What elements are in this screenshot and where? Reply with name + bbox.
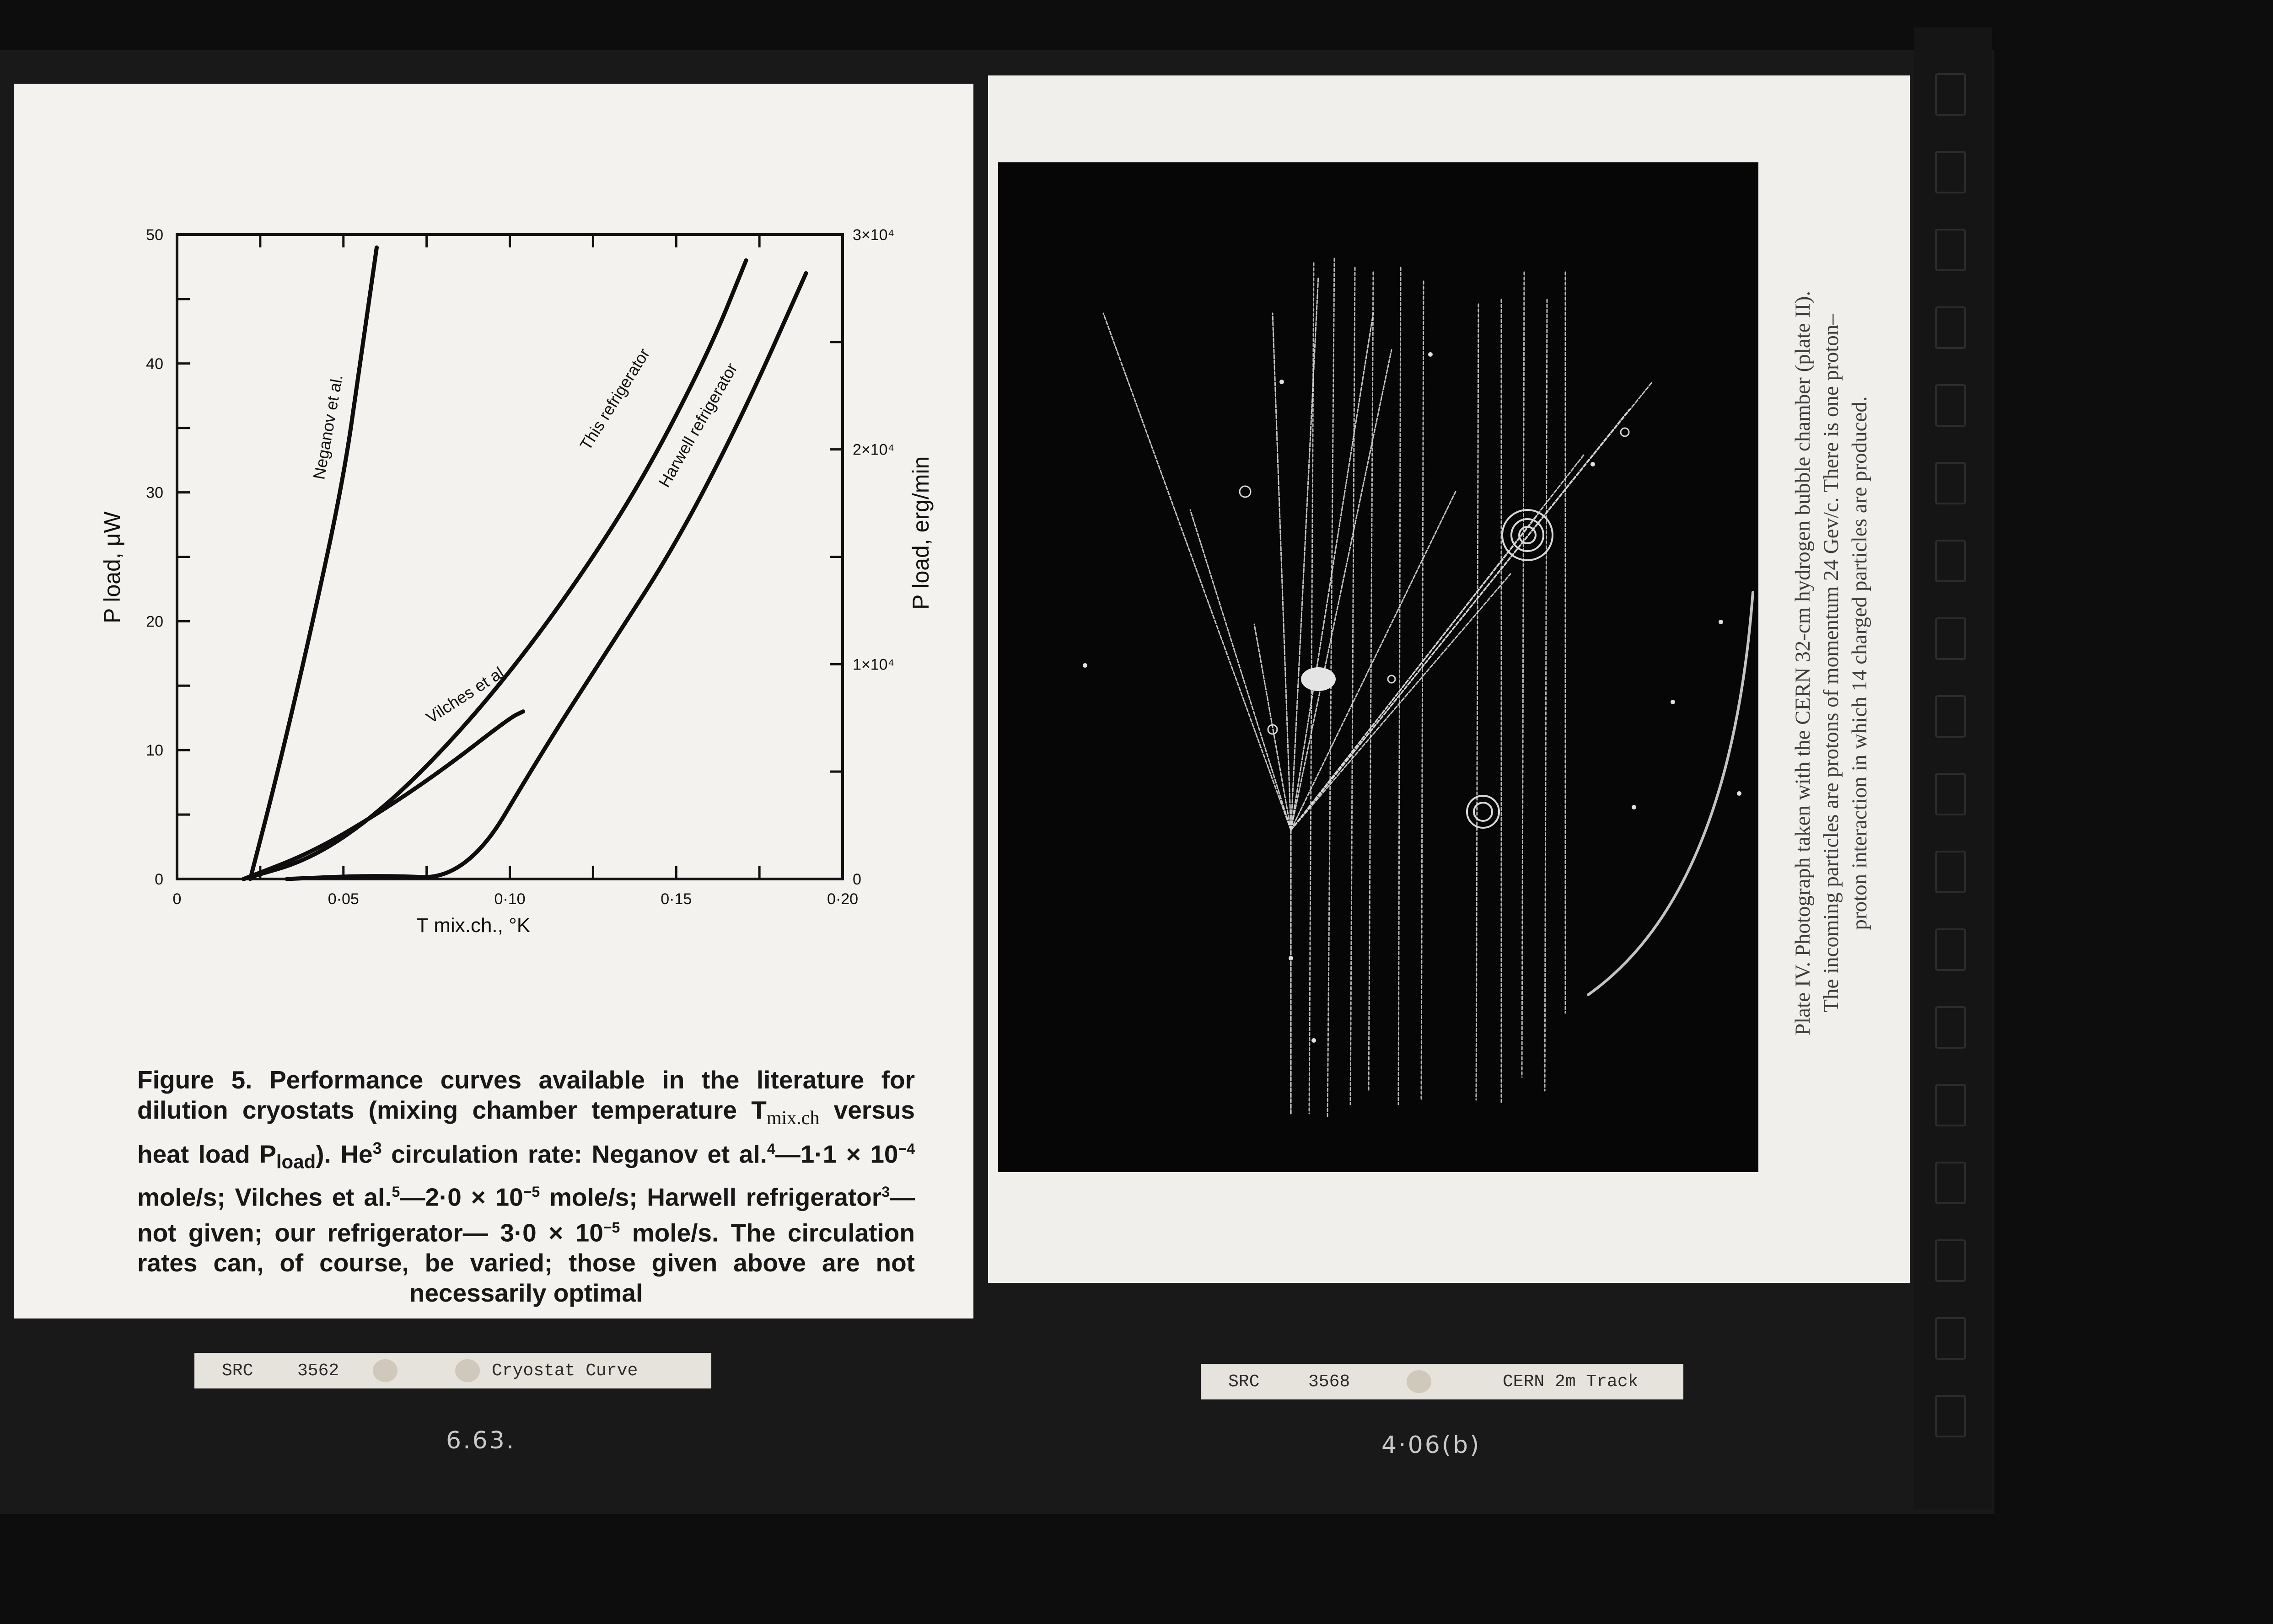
y2-tick-label: 0 — [853, 871, 861, 888]
performance-chart — [14, 84, 973, 1044]
film-perforation — [1935, 306, 1966, 349]
y2-tick-label: 1×10⁴ — [853, 656, 895, 674]
series-label: Vilches et al. — [422, 660, 511, 727]
catalog-label-right — [1201, 1364, 1683, 1399]
film-strip — [1914, 27, 1992, 1509]
bubble-chamber-photo — [998, 162, 1758, 1172]
series-label: Neganov et al. — [309, 373, 346, 481]
handwritten-note-right: 4·06(b) — [1381, 1431, 1481, 1459]
y-axis-label: P load, μW — [99, 511, 125, 623]
y-tick-label: 0 — [155, 871, 163, 888]
label-number: 3562 — [297, 1361, 339, 1381]
plate-caption-line: The incoming particles are protons of momentum 24 Gev/c. There is one proton– — [1819, 314, 1843, 1013]
caption-exponent: −4 — [898, 1141, 915, 1157]
film-perforation — [1935, 1239, 1966, 1282]
caption-ref: 5 — [392, 1184, 400, 1201]
film-perforation — [1935, 695, 1966, 738]
handwritten-note-left: 6.63. — [446, 1427, 516, 1454]
caption-text: versus heat load P — [137, 1096, 915, 1168]
film-perforation — [1935, 1162, 1966, 1204]
film-perforation — [1935, 1395, 1966, 1437]
film-perforation — [1935, 73, 1966, 116]
y-tick-label: 30 — [146, 484, 163, 502]
caption-exponent: −5 — [603, 1219, 620, 1236]
x-tick-label: 0·10 — [494, 890, 526, 908]
caption-t-subscript: mix.ch — [766, 1108, 820, 1129]
film-perforation — [1935, 773, 1966, 815]
film-perforation — [1935, 151, 1966, 193]
plate-caption-line: Plate IV. Photograph taken with the CERN 32-cm hydrogen bubble chamber (plate II). — [1791, 290, 1815, 1036]
plate-caption — [1789, 137, 1874, 1189]
figure-caption — [137, 1065, 915, 1308]
film-perforation — [1935, 617, 1966, 660]
caption-text: circulation rate: Neganov et al. — [382, 1140, 767, 1168]
caption-text: —2·0 × 10 — [400, 1183, 523, 1211]
y2-axis-label: P load, erg/min — [908, 456, 934, 610]
label-number: 3568 — [1308, 1372, 1350, 1392]
y2-tick-label: 3×10⁴ — [853, 226, 895, 244]
label-title: Cryostat Curve — [492, 1361, 638, 1381]
label-title: CERN 2m Track — [1503, 1372, 1639, 1392]
film-perforation — [1935, 1317, 1966, 1360]
x-tick-label: 0 — [172, 890, 182, 908]
caption-p-subscript: load — [276, 1151, 316, 1173]
caption-figure-number: Figure 5. — [137, 1066, 253, 1094]
y-tick-label: 50 — [146, 226, 163, 244]
caption-text: —not given; our refrigerator— 3·0 × 10 — [137, 1183, 915, 1247]
y2-tick-label: 2×10⁴ — [853, 441, 895, 459]
film-perforation — [1935, 229, 1966, 271]
series-label: Harwell refrigerator — [655, 359, 741, 491]
caption-text: mole/s; Harwell refrigerator — [540, 1183, 882, 1211]
label-stain — [455, 1359, 480, 1382]
label-stain — [1407, 1370, 1431, 1393]
film-perforation — [1935, 540, 1966, 582]
y-tick-label: 40 — [146, 355, 163, 373]
caption-text: —1·1 × 10 — [775, 1140, 898, 1168]
particle-tracks — [1083, 258, 1753, 1118]
film-perforation — [1935, 462, 1966, 504]
x-tick-label: 0·15 — [661, 890, 692, 908]
cryostat-print — [14, 84, 973, 1318]
caption-text: Performance curves available in the literature for dilution cryostats (mixing chamber temperature T — [137, 1066, 915, 1124]
x-tick-label: 0·20 — [827, 890, 859, 908]
caption-text: mole/s; Vilches et al. — [137, 1183, 392, 1211]
caption-exponent: −5 — [523, 1184, 540, 1201]
film-perforation — [1935, 384, 1966, 427]
series-line — [250, 247, 376, 879]
label-src: SRC — [222, 1361, 253, 1381]
caption-ref: 3 — [881, 1184, 890, 1201]
label-src: SRC — [1228, 1372, 1260, 1392]
film-perforation — [1935, 1006, 1966, 1049]
x-tick-label: 0·05 — [328, 890, 359, 908]
label-stain — [373, 1359, 398, 1382]
caption-ref: 4 — [767, 1141, 775, 1157]
series-label: This refrigerator — [576, 345, 654, 454]
film-perforation — [1935, 1084, 1966, 1126]
caption-text: mole/s. The circulation rates can, of course, be varied; those given above are not necessarily optimal — [137, 1218, 915, 1307]
film-perforation — [1935, 851, 1966, 893]
caption-text: ). He — [316, 1140, 373, 1168]
y-tick-label: 20 — [146, 613, 163, 631]
y-tick-label: 10 — [146, 742, 163, 760]
caption-he-superscript: 3 — [372, 1139, 382, 1158]
film-perforation — [1935, 928, 1966, 971]
catalog-label-left — [194, 1353, 711, 1388]
series-line — [244, 260, 747, 879]
plate-caption-line: proton interaction in which 14 charged particles are produced. — [1848, 396, 1871, 930]
x-axis-label: T mix.ch., °K — [416, 914, 531, 937]
